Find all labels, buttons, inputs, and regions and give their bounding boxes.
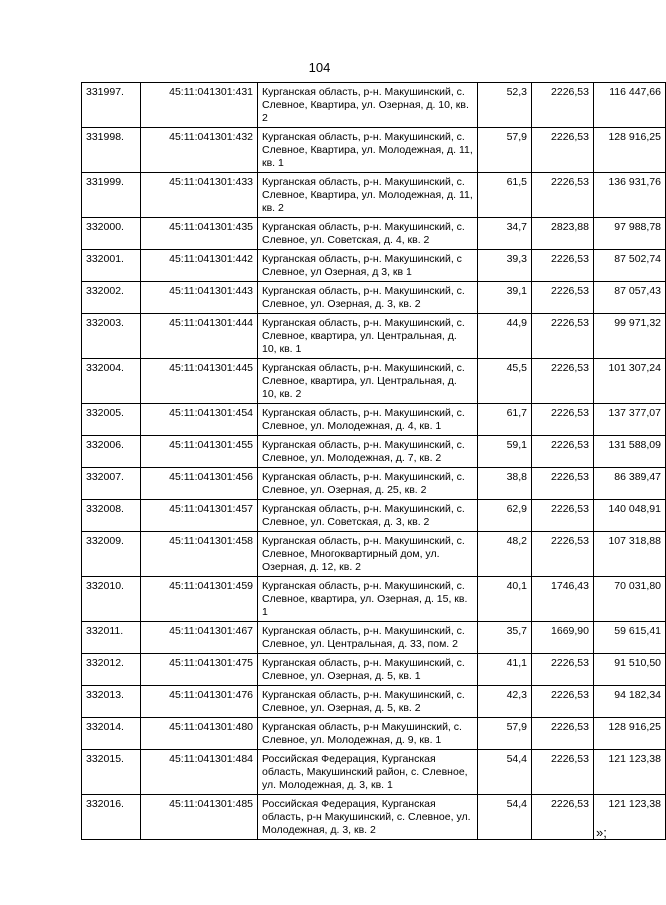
table-row xyxy=(82,173,666,218)
area-cell: 62,9 xyxy=(478,500,532,532)
area-cell: 52,3 xyxy=(478,83,532,128)
row-number-cell: 331997. xyxy=(82,83,141,128)
area-cell: 45,5 xyxy=(478,359,532,404)
cadastral-number-cell: 45:11:041301:432 xyxy=(141,128,258,173)
cadastral-number-cell: 45:11:041301:443 xyxy=(141,282,258,314)
area-cell: 41,1 xyxy=(478,654,532,686)
area-cell: 35,7 xyxy=(478,622,532,654)
unit-price-cell: 2226,53 xyxy=(532,532,594,577)
area-cell: 42,3 xyxy=(478,686,532,718)
table-row xyxy=(82,83,666,128)
unit-price-cell: 2226,53 xyxy=(532,500,594,532)
cadastral-value-cell: 87 502,74 xyxy=(594,250,666,282)
cadastral-number-cell: 45:11:041301:445 xyxy=(141,359,258,404)
closing-mark: »; xyxy=(596,825,607,840)
area-cell: 44,9 xyxy=(478,314,532,359)
table-row xyxy=(82,500,666,532)
address-cell: Курганская область, р-н. Макушинский, с. Слевное, Квартира, ул. Озерная, д. 10, кв. 2 xyxy=(258,83,478,128)
address-cell: Курганская область, р-н Макушинский, с. Слевное, ул. Молодежная, д. 9, кв. 1 xyxy=(258,718,478,750)
address-cell: Курганская область, р-н. Макушинский, с. Слевное, Квартира, ул. Молодежная, д. 11, кв. 1 xyxy=(258,128,478,173)
table-row xyxy=(82,314,666,359)
address-cell: Курганская область, р-н. Макушинский, с. Слевное, квартира, ул. Центральная, д. 10, кв. 1 xyxy=(258,314,478,359)
cadastral-value-cell: 97 988,78 xyxy=(594,218,666,250)
unit-price-cell: 2226,53 xyxy=(532,750,594,795)
table-row xyxy=(82,532,666,577)
cadastral-number-cell: 45:11:041301:435 xyxy=(141,218,258,250)
table-row xyxy=(82,404,666,436)
unit-price-cell: 2226,53 xyxy=(532,404,594,436)
unit-price-cell: 2226,53 xyxy=(532,436,594,468)
address-cell: Курганская область, р-н. Макушинский, с. Слевное, ул. Озерная, д. 5, кв. 2 xyxy=(258,686,478,718)
unit-price-cell: 2226,53 xyxy=(532,250,594,282)
address-cell: Курганская область, р-н. Макушинский, с. Слевное, ул. Озерная, д. 3, кв. 2 xyxy=(258,282,478,314)
row-number-cell: 331999. xyxy=(82,173,141,218)
table-row xyxy=(82,750,666,795)
table-row xyxy=(82,654,666,686)
table-row xyxy=(82,436,666,468)
address-cell: Курганская область, р-н. Макушинский, с. Слевное, Квартира, ул. Молодежная, д. 11, кв. 2 xyxy=(258,173,478,218)
registry-table xyxy=(81,82,666,840)
unit-price-cell: 2226,53 xyxy=(532,282,594,314)
area-cell: 61,7 xyxy=(478,404,532,436)
table-row xyxy=(82,468,666,500)
cadastral-value-cell: 70 031,80 xyxy=(594,577,666,622)
area-cell: 40,1 xyxy=(478,577,532,622)
unit-price-cell: 2226,53 xyxy=(532,173,594,218)
table-row xyxy=(82,686,666,718)
area-cell: 57,9 xyxy=(478,128,532,173)
address-cell: Курганская область, р-н. Макушинский, с. Слевное, Многоквартирный дом, ул. Озерная, д. 12, кв. 2 xyxy=(258,532,478,577)
area-cell: 39,1 xyxy=(478,282,532,314)
address-cell: Курганская область, р-н. Макушинский, с. Слевное, ул. Советская, д. 3, кв. 2 xyxy=(258,500,478,532)
cadastral-number-cell: 45:11:041301:433 xyxy=(141,173,258,218)
address-cell: Курганская область, р-н. Макушинский, с. Слевное, квартира, ул. Озерная, д. 15, кв. 1 xyxy=(258,577,478,622)
table-row xyxy=(82,218,666,250)
row-number-cell: 332000. xyxy=(82,218,141,250)
unit-price-cell: 2226,53 xyxy=(532,654,594,686)
area-cell: 54,4 xyxy=(478,750,532,795)
cadastral-value-cell: 128 916,25 xyxy=(594,128,666,173)
cadastral-value-cell: 87 057,43 xyxy=(594,282,666,314)
cadastral-value-cell: 116 447,66 xyxy=(594,83,666,128)
area-cell: 59,1 xyxy=(478,436,532,468)
address-cell: Российская Федерация, Курганская область, Макушинский район, с. Слевное, ул. Молодежная, д. 3, кв. 1 xyxy=(258,750,478,795)
address-cell: Курганская область, р-н. Макушинский, с Слевное, ул Озерная, д 3, кв 1 xyxy=(258,250,478,282)
row-number-cell: 332016. xyxy=(82,795,141,840)
area-cell: 57,9 xyxy=(478,718,532,750)
table-row xyxy=(82,359,666,404)
cadastral-number-cell: 45:11:041301:485 xyxy=(141,795,258,840)
unit-price-cell: 2226,53 xyxy=(532,686,594,718)
unit-price-cell: 2226,53 xyxy=(532,795,594,840)
unit-price-cell: 2226,53 xyxy=(532,718,594,750)
address-cell: Курганская область, р-н. Макушинский, с. Слевное, ул. Озерная, д. 25, кв. 2 xyxy=(258,468,478,500)
cadastral-value-cell: 107 318,88 xyxy=(594,532,666,577)
table-row xyxy=(82,282,666,314)
table-row xyxy=(82,250,666,282)
area-cell: 34,7 xyxy=(478,218,532,250)
unit-price-cell: 2226,53 xyxy=(532,468,594,500)
row-number-cell: 332008. xyxy=(82,500,141,532)
row-number-cell: 332015. xyxy=(82,750,141,795)
cadastral-value-cell: 91 510,50 xyxy=(594,654,666,686)
table-row xyxy=(82,622,666,654)
cadastral-value-cell: 101 307,24 xyxy=(594,359,666,404)
cadastral-number-cell: 45:11:041301:431 xyxy=(141,83,258,128)
unit-price-cell: 1746,43 xyxy=(532,577,594,622)
page-number: 104 xyxy=(308,60,331,75)
row-number-cell: 331998. xyxy=(82,128,141,173)
unit-price-cell: 2226,53 xyxy=(532,314,594,359)
row-number-cell: 332011. xyxy=(82,622,141,654)
unit-price-cell: 2226,53 xyxy=(532,83,594,128)
cadastral-number-cell: 45:11:041301:455 xyxy=(141,436,258,468)
unit-price-cell: 2226,53 xyxy=(532,128,594,173)
cadastral-number-cell: 45:11:041301:484 xyxy=(141,750,258,795)
cadastral-number-cell: 45:11:041301:480 xyxy=(141,718,258,750)
cadastral-number-cell: 45:11:041301:458 xyxy=(141,532,258,577)
row-number-cell: 332007. xyxy=(82,468,141,500)
cadastral-number-cell: 45:11:041301:476 xyxy=(141,686,258,718)
row-number-cell: 332002. xyxy=(82,282,141,314)
cadastral-value-cell: 86 389,47 xyxy=(594,468,666,500)
cadastral-value-cell: 137 377,07 xyxy=(594,404,666,436)
cadastral-value-cell: 59 615,41 xyxy=(594,622,666,654)
table-row xyxy=(82,718,666,750)
address-cell: Курганская область, р-н. Макушинский, с. Слевное, ул. Центральная, д. 33, пом. 2 xyxy=(258,622,478,654)
cadastral-number-cell: 45:11:041301:456 xyxy=(141,468,258,500)
table-row xyxy=(82,795,666,840)
unit-price-cell: 2823,88 xyxy=(532,218,594,250)
table-row xyxy=(82,577,666,622)
cadastral-value-cell: 128 916,25 xyxy=(594,718,666,750)
address-cell: Курганская область, р-н. Макушинский, с. Слевное, ул. Молодежная, д. 4, кв. 1 xyxy=(258,404,478,436)
address-cell: Курганская область, р-н. Макушинский, с. Слевное, ул. Озерная, д. 5, кв. 1 xyxy=(258,654,478,686)
cadastral-number-cell: 45:11:041301:444 xyxy=(141,314,258,359)
address-cell: Курганская область, р-н. Макушинский, с. Слевное, квартира, ул. Центральная, д. 10, кв. 2 xyxy=(258,359,478,404)
table-row xyxy=(82,128,666,173)
row-number-cell: 332006. xyxy=(82,436,141,468)
cadastral-number-cell: 45:11:041301:454 xyxy=(141,404,258,436)
cadastral-value-cell: 121 123,38 xyxy=(594,795,666,840)
cadastral-number-cell: 45:11:041301:475 xyxy=(141,654,258,686)
cadastral-number-cell: 45:11:041301:442 xyxy=(141,250,258,282)
cadastral-value-cell: 121 123,38 xyxy=(594,750,666,795)
cadastral-value-cell: 99 971,32 xyxy=(594,314,666,359)
cadastral-value-cell: 94 182,34 xyxy=(594,686,666,718)
cadastral-value-cell: 140 048,91 xyxy=(594,500,666,532)
row-number-cell: 332009. xyxy=(82,532,141,577)
cadastral-number-cell: 45:11:041301:457 xyxy=(141,500,258,532)
cadastral-number-cell: 45:11:041301:459 xyxy=(141,577,258,622)
area-cell: 39,3 xyxy=(478,250,532,282)
row-number-cell: 332005. xyxy=(82,404,141,436)
cadastral-number-cell: 45:11:041301:467 xyxy=(141,622,258,654)
unit-price-cell: 1669,90 xyxy=(532,622,594,654)
area-cell: 61,5 xyxy=(478,173,532,218)
unit-price-cell: 2226,53 xyxy=(532,359,594,404)
cadastral-value-cell: 136 931,76 xyxy=(594,173,666,218)
row-number-cell: 332003. xyxy=(82,314,141,359)
row-number-cell: 332010. xyxy=(82,577,141,622)
cadastral-value-cell: 131 588,09 xyxy=(594,436,666,468)
row-number-cell: 332001. xyxy=(82,250,141,282)
row-number-cell: 332013. xyxy=(82,686,141,718)
row-number-cell: 332012. xyxy=(82,654,141,686)
address-cell: Курганская область, р-н. Макушинский, с. Слевное, ул. Молодежная, д. 7, кв. 2 xyxy=(258,436,478,468)
row-number-cell: 332004. xyxy=(82,359,141,404)
address-cell: Российская Федерация, Курганская область, р-н Макушинский, с. Слевное, ул. Молодежная, д. 3, кв. 2 xyxy=(258,795,478,840)
area-cell: 38,8 xyxy=(478,468,532,500)
registry-table-body xyxy=(82,83,666,840)
row-number-cell: 332014. xyxy=(82,718,141,750)
area-cell: 54,4 xyxy=(478,795,532,840)
area-cell: 48,2 xyxy=(478,532,532,577)
address-cell: Курганская область, р-н. Макушинский, с. Слевное, ул. Советская, д. 4, кв. 2 xyxy=(258,218,478,250)
